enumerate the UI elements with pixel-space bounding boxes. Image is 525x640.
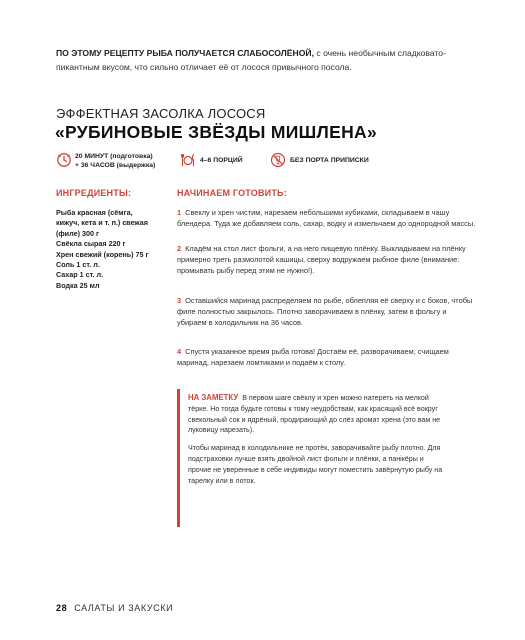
step-text: Спустя указанное время рыба готова! Достаём её, разворачиваем, счищаем маринад, нарезаем ломтиками и подаём к столу.: [177, 347, 449, 368]
portions-meta: 4–6 ПОРЦИЙ: [200, 157, 243, 164]
note-text-1: В первом шаге свёклу и хрен можно натереть на мелкой тёрке. Но тогда будьте готовы к тому неудобствам, как красящий всё вокруг свекольный сок и ядрёный, продирающий до слёз аромат хрена (это вам не луковицу нарезать).: [188, 394, 441, 435]
page-number: 28: [56, 603, 68, 613]
step-number: 2: [177, 244, 182, 253]
no-alcohol-icon: [270, 152, 286, 168]
ingredient-item: кижуч, кета и т. п.) свежая: [56, 218, 148, 228]
step-text: Кладём на стол лист фольги, а на него пищевую плёнку. Выкладываем на плёнку примерно треть размолотой кашицы, сверху водружаем рыбное филе (внимание: промывать рыбу перед этим не нужно!).: [177, 244, 466, 276]
note-paragraph-2: Чтобы маринад в холодильнике не протёк, заворачивайте рыбу плотно. Для подстраховки лучше взять двойной лист фольги и плёнки, а панікёры и прочие не уверенные в себе индивиды могут поместить завёрнутую рыбу на тарелку или в лоток.: [188, 444, 443, 485]
step-text: Свеклу и хрен чистим, нарезаем небольшими кубиками, складываем в чашу блендера. Туда же добавляем соль, сахар, водку и измельчаем до однородной массы.: [177, 208, 476, 229]
intro-rest: с очень необычным сладковато-пикантным вкусом, что сильно отличает её от лосося привычного посола.: [56, 48, 446, 72]
step-2: [177, 243, 477, 277]
intro-bold: ПО ЭТОМУ РЕЦЕПТУ РЫБА ПОЛУЧАЕТСЯ СЛАБОСОЛЁНОЙ,: [56, 48, 315, 58]
ingredient-item: Водка 25 мл: [56, 280, 100, 290]
ingredient-item: Сахар 1 ст. л.: [56, 270, 104, 280]
step-4: [177, 346, 477, 368]
time-line-2: + 36 ЧАСОВ (выдержка): [75, 162, 156, 169]
intro-paragraph: [56, 46, 456, 74]
ingredient-item: Рыба красная (сёмга,: [56, 208, 133, 217]
note-box: [188, 393, 446, 493]
ingredients-heading: ИНГРЕДИЕНТЫ:: [56, 188, 132, 198]
step-number: 3: [177, 296, 182, 305]
page-footer: [56, 603, 173, 613]
ingredients-list: [56, 208, 160, 291]
step-text: Оставшийся маринад распределяем по рыбе, облепляя её сверху и с боков, чтобы филе полностью закрылось. Плотно заворачиваем в плёнку, затем в фольгу и убираем в холодильник на 36 часов.: [177, 296, 473, 328]
ingredient-item: Соль 1 ст. л.: [56, 260, 100, 270]
step-number: 1: [177, 208, 182, 217]
step-number: 4: [177, 347, 182, 356]
portions-icon: [180, 152, 196, 168]
clock-icon: [56, 152, 72, 168]
note-paragraph-1: [188, 393, 446, 436]
alcohol-meta: БЕЗ ПОРТА ПРИПИСКИ: [290, 157, 369, 164]
time-meta: [75, 152, 155, 170]
time-line-1: 20 МИНУТ (подготовка): [75, 153, 153, 160]
note-heading: НА ЗАМЕТКУ: [188, 393, 239, 402]
note-accent-bar: [177, 389, 180, 527]
step-1: [177, 207, 477, 229]
ingredient-item: Хрен свежий (корень) 75 г: [56, 249, 149, 259]
section-name: САЛАТЫ И ЗАКУСКИ: [74, 603, 174, 613]
method-heading: НАЧИНАЕМ ГОТОВИТЬ:: [177, 188, 287, 198]
ingredient-item: Свёкла сырая 220 г: [56, 239, 126, 249]
step-3: [177, 295, 477, 329]
recipe-title: «РУБИНОВЫЕ ЗВЁЗДЫ МИШЛЕНА»: [55, 122, 378, 142]
ingredient-item: (филе) 300 г: [56, 228, 99, 238]
recipe-subtitle: ЭФФЕКТНАЯ ЗАСОЛКА ЛОСОСЯ: [56, 106, 266, 121]
